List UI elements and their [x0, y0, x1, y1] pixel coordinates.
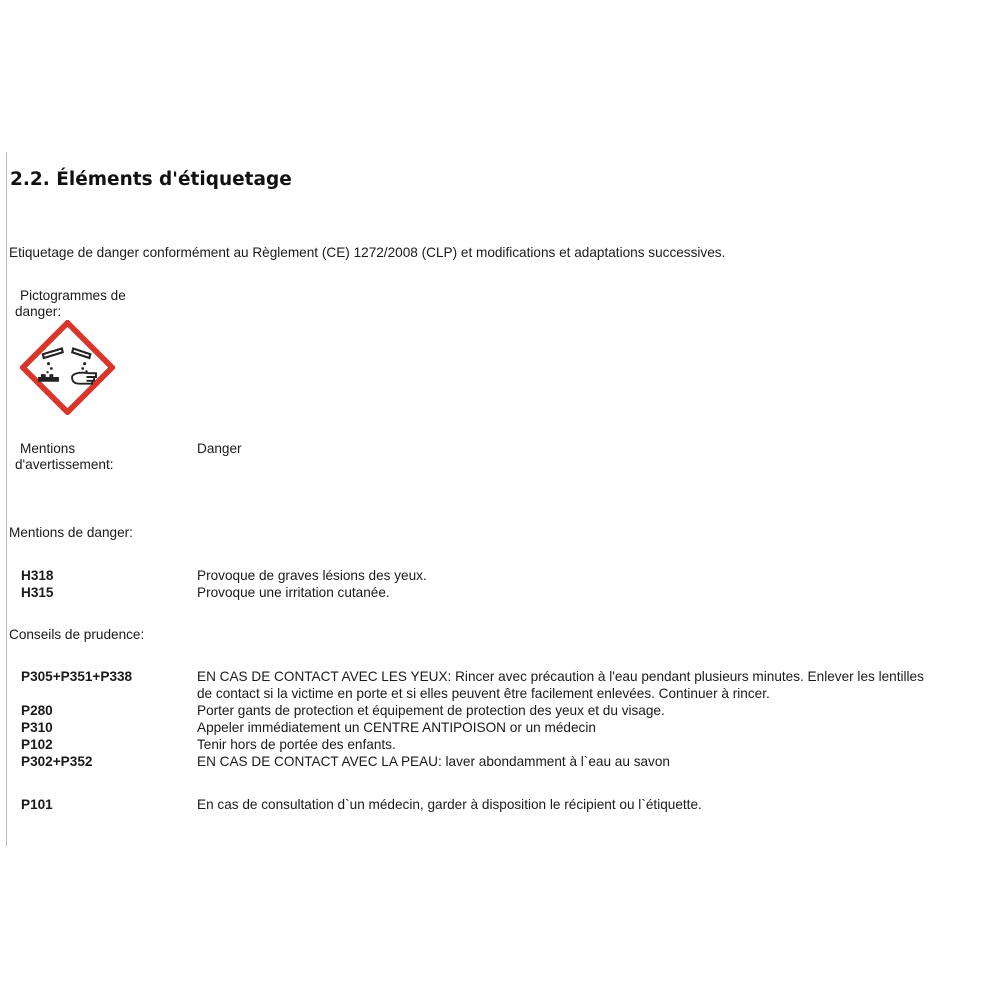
pictograms-label-line1: Pictogrammes de [20, 288, 126, 303]
precaution-code: P101 [21, 797, 53, 812]
precaution-text: EN CAS DE CONTACT AVEC LES YEUX: Rincer avec précaution à l'eau pendant plusieurs minutes. Enlever les lentilles [197, 669, 924, 684]
hazard-code: H315 [21, 585, 54, 600]
hazard-text: Provoque de graves lésions des yeux. [197, 568, 427, 583]
precaution-text: Porter gants de protection et équipement de protection des yeux et du visage. [197, 703, 665, 718]
precaution-code: P280 [21, 703, 53, 718]
hazard-text: Provoque une irritation cutanée. [197, 585, 390, 600]
precautionary-statements-heading: Conseils de prudence: [9, 627, 145, 642]
signal-label-line1: Mentions [20, 441, 76, 456]
precaution-text: EN CAS DE CONTACT AVEC LA PEAU: laver abondamment à l`eau au savon [197, 754, 670, 769]
left-margin-rule [6, 152, 7, 846]
precaution-code: P302+P352 [21, 754, 93, 769]
precaution-text: Tenir hors de portée des enfants. [197, 737, 396, 752]
signal-word: Danger [197, 441, 242, 456]
precaution-text: Appeler immédiatement un CENTRE ANTIPOISON or un médecin [197, 720, 596, 735]
hazard-statements-heading: Mentions de danger: [9, 525, 133, 540]
section-title: 2.2. Éléments d'étiquetage [10, 169, 292, 190]
hazard-code: H318 [21, 568, 54, 583]
precaution-code: P305+P351+P338 [21, 669, 133, 684]
signal-label-line2: d'avertissement: [15, 457, 114, 472]
precaution-text: de contact si la victime en porte et si elles peuvent être facilement enlevées. Continuer à rincer. [197, 686, 770, 701]
precaution-text: En cas de consultation d`un médecin, garder à disposition le récipient ou l`étiquette. [197, 797, 702, 812]
intro-text: Etiquetage de danger conformément au Règlement (CE) 1272/2008 (CLP) et modifications et adaptations successives. [9, 245, 726, 260]
precaution-code: P310 [21, 720, 53, 735]
precaution-code: P102 [21, 737, 53, 752]
ghs05-corrosion-icon [20, 320, 115, 415]
pictograms-label-line2: danger: [15, 304, 62, 319]
